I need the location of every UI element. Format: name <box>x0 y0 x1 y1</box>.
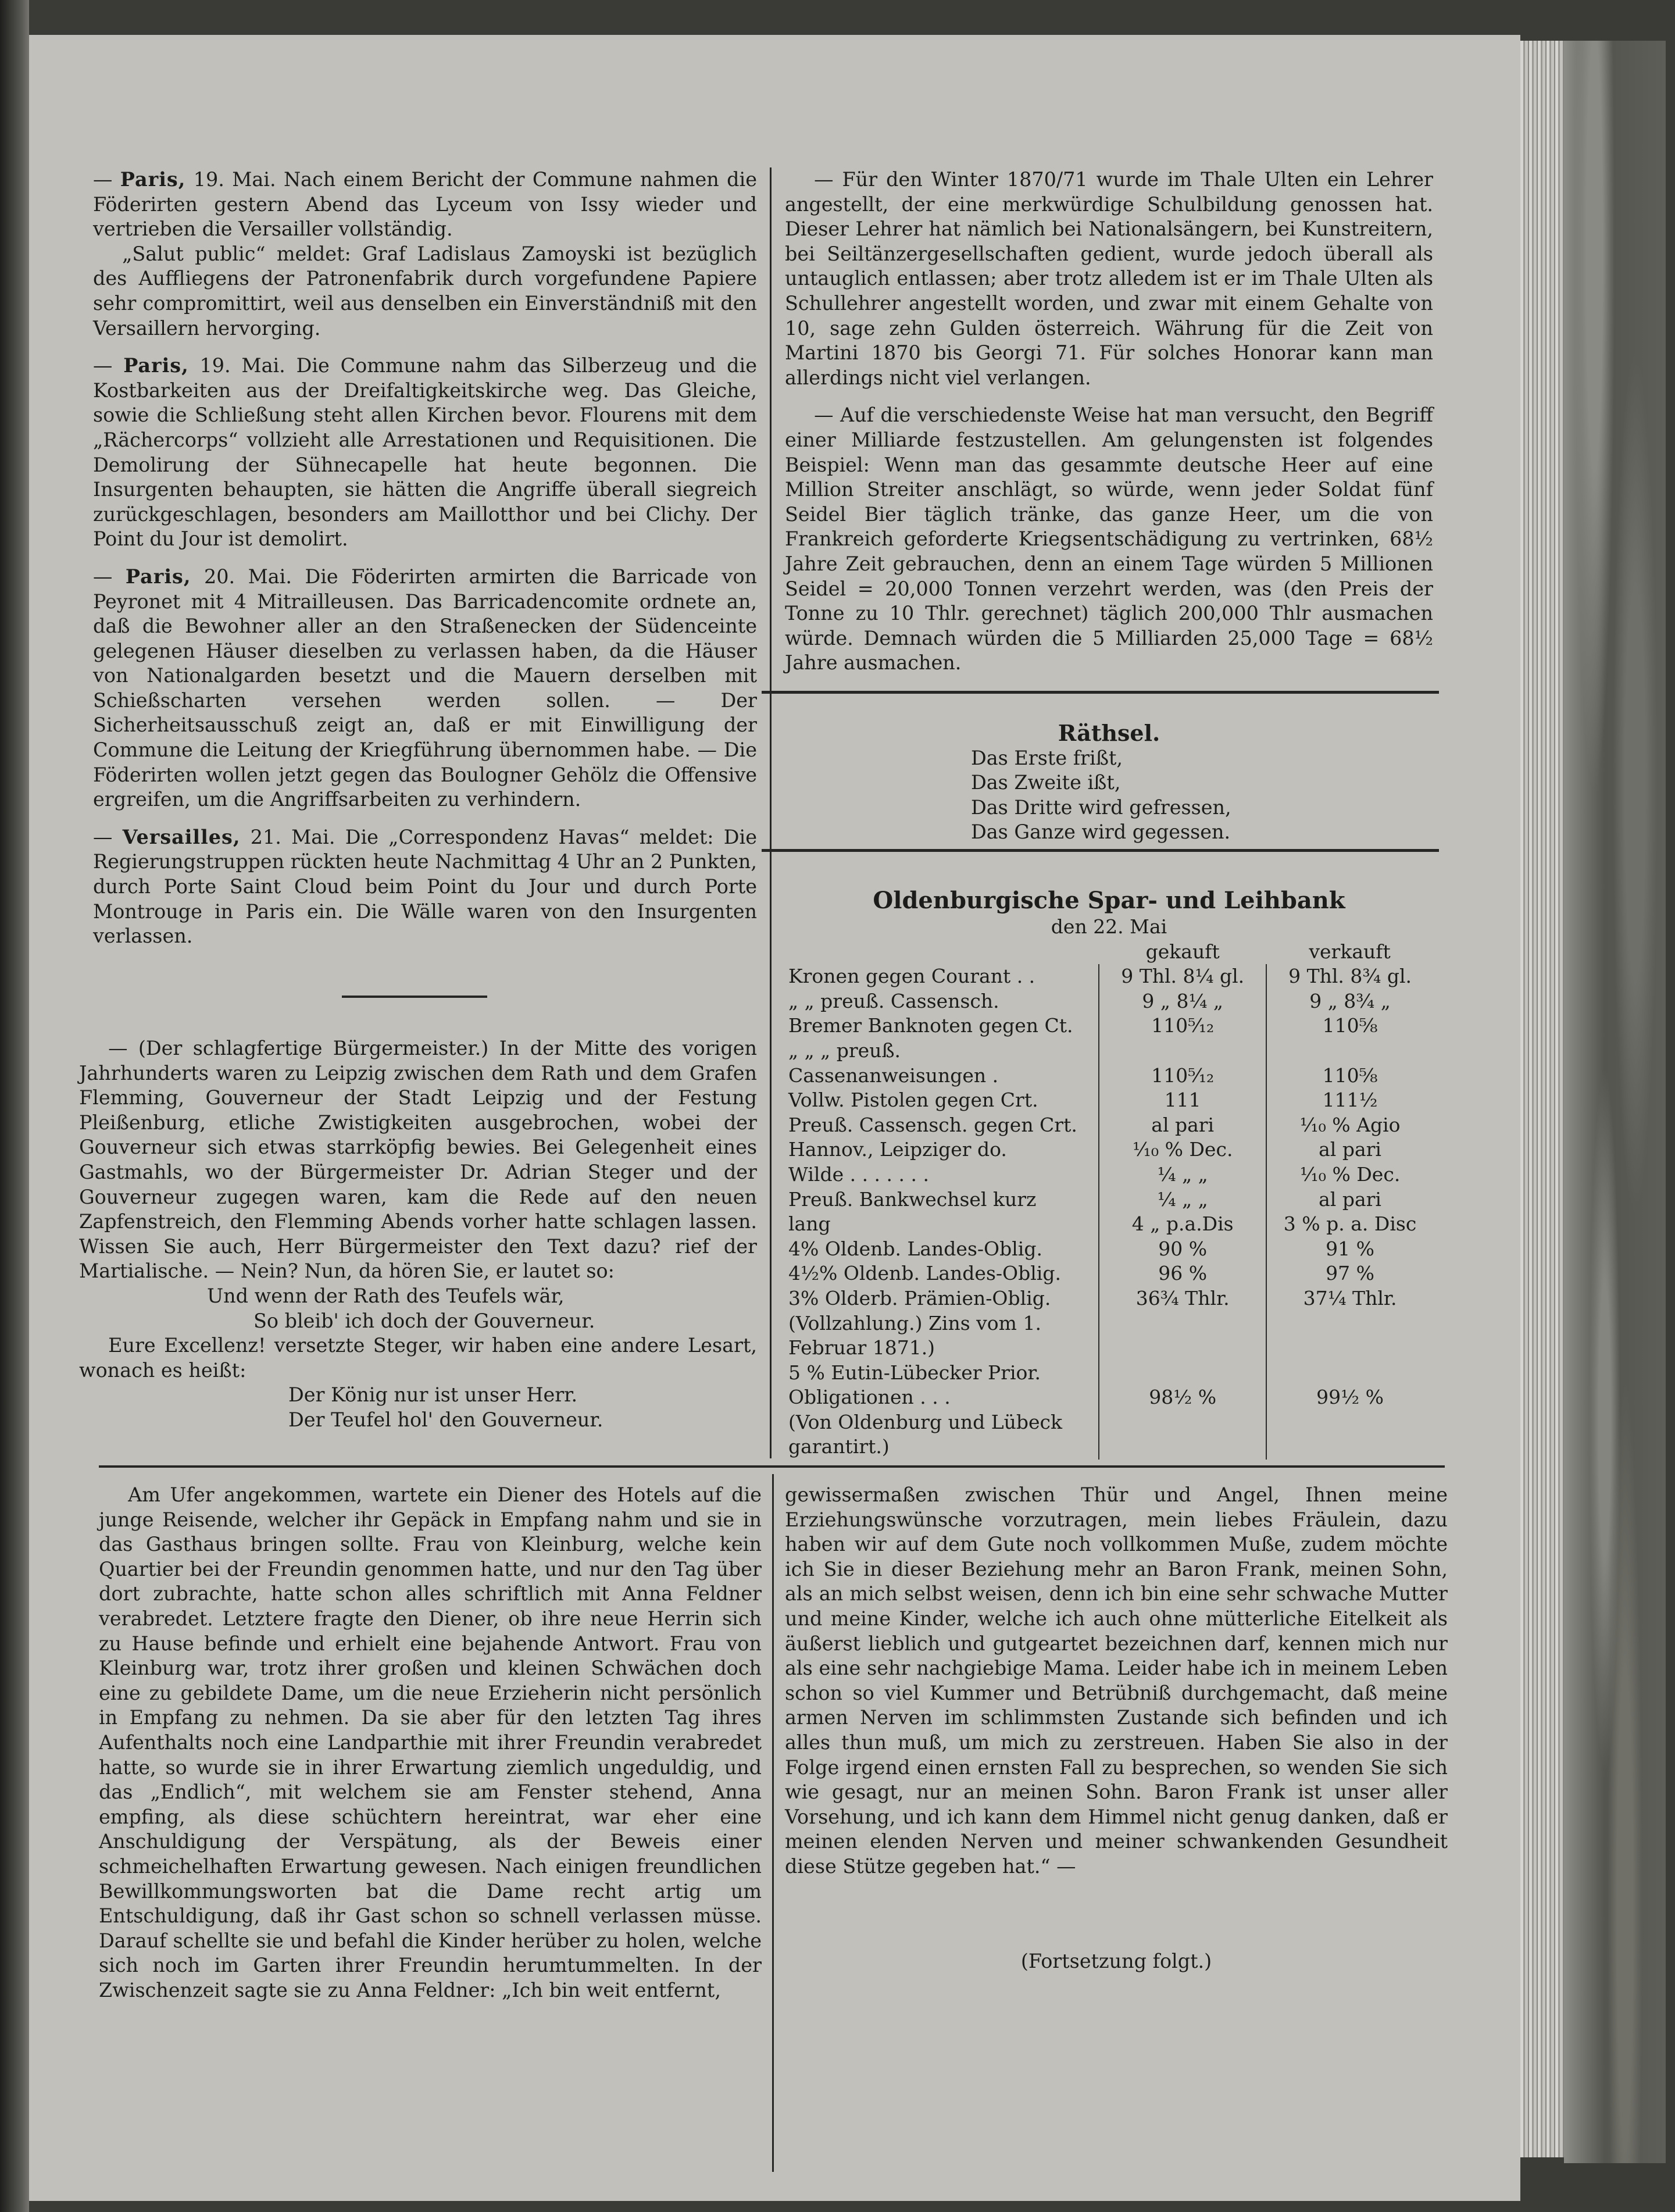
rate-sold: 110⁵⁄₈ <box>1266 1014 1433 1039</box>
rate-sold: 9 Thl. 8¾ gl. <box>1266 964 1433 989</box>
rate-sold <box>1266 1410 1433 1435</box>
rate-sold <box>1266 1311 1433 1336</box>
table-row <box>785 1261 1433 1286</box>
table-row <box>785 1385 1433 1410</box>
rate-sold: 37¼ Thlr. <box>1266 1286 1433 1311</box>
rate-sold: ¹⁄₁₀ % Dec. <box>1266 1162 1433 1187</box>
column-rule <box>770 167 772 1458</box>
rate-label: Februar 1871.) <box>788 1336 935 1360</box>
riddle-line: Das Zweite ißt, <box>971 771 1121 794</box>
rate-sold: 110⁵⁄₈ <box>1266 1064 1433 1089</box>
table-row <box>785 1311 1433 1336</box>
rate-bought: 110⁵⁄₁₂ <box>1099 1014 1266 1039</box>
rate-sold: 3 % p. a. Disc <box>1266 1212 1433 1237</box>
book-gutter <box>0 0 29 2212</box>
rate-sold <box>1266 1039 1433 1064</box>
rate-sold: 111½ <box>1266 1088 1433 1113</box>
rate-bought: 36¾ Thlr. <box>1099 1286 1266 1311</box>
section-rule <box>762 849 1439 852</box>
rate-bought <box>1099 1336 1266 1361</box>
rate-label: Wilde . . . . . . . <box>788 1162 929 1186</box>
rate-bought <box>1099 1361 1266 1386</box>
rate-label: lang <box>788 1212 831 1236</box>
rate-label: Preuß. Bankwechsel kurz <box>788 1187 1037 1211</box>
news-item-paris-1: — Paris, 19. Mai. Nach einem Bericht der Commune nahmen die Föderirten gestern Abend das Lyceum von Issy wieder und vertrieben die Versailler vollständig. <box>93 168 757 241</box>
table-row <box>785 989 1433 1014</box>
marbled-cover <box>1564 41 1666 2163</box>
novel-text: Am Ufer angekommen, wartete ein Diener des Hotels auf die junge Reisende, welcher ihr Gepäck in Empfang nahm und sie in das Gasthaus bringen sollte. Frau von Kleinburg, welche kein Quartier bei der Freundin genommen hatte, und nur den Tag über dort zubrachte, hatte schon alles schriftlich mit Anna Feldner verabredet. Letztere fragte den Diener, ob ihre neue Herrin sich zu Hause befinde und erhielt eine bejahende Antwort. Frau von Kleinburg war, trotz ihrer großen und kleinen Schwächen doch eine zu gebildete Dame, um die neue Erzieherin nicht persönlich in Empfang zu nehmen. Da sie aber für den letzten Tag ihres Aufenthalts noch eine Landparthie mit ihrer Freundin verabredet hatte, so wurde sie in ihrer Erwartung ziemlich ungeduldig, und das „Endlich“, mit welchem sie am Fenster stehend, Anna empfing, als diese schüchtern hereintrat, war eher eine Anschuldigung der Verspätung, als der Beweis einer schmeichelhaften Erwartung gewesen. Nach einigen freundlichen Bewillkommungsworten bat die Dame recht artig um Entschuldigung, daß ihr Gast schon so schnell verlassen müsse. Darauf schellte sie und befahl die Kinder herüber zu holen, welche sich noch im Garten ihrer Freundin herumtummelten. In der Zwischenzeit sagte sie zu Anna Feldner: „Ich bin weit entfernt, <box>99 1483 762 2001</box>
rate-sold: ¹⁄₁₀ % Agio <box>1266 1113 1433 1138</box>
rate-label: Hannov., Leipziger do. <box>788 1138 1007 1161</box>
news-item-paris-3: — Paris, 20. Mai. Die Föderirten armirten die Barricade von Peyronet mit 4 Mitrailleusen. Das Barricadencomite ordnete an, daß die Bewohner aller an den Straßenecken der Südenceinte gelegenen Häuser dieselben zu verlassen haben, da die Häuser von Nationalgarden besetzt und die Mauern derselben mit Schießscharten versehen werden sollen. — Der Sicherheitsausschuß zeigt an, daß er mit Einwilligung der Commune die Leitung der Kriegführung übernommen habe. — Die Föderirten wollen jetzt gegen das Boulogner Gehölz die Offensive ergreifen, um die Angriffsarbeiten zu verhindern. <box>93 565 757 811</box>
rate-bought: 96 % <box>1099 1261 1266 1286</box>
right-column <box>785 167 1433 676</box>
rate-label: Cassenanweisungen . <box>788 1064 999 1087</box>
rate-label: 3% Olderb. Prämien-Oblig. <box>788 1286 1051 1310</box>
anecdote-reply: Eure Excellenz! versetzte Steger, wir haben eine andere Lesart, wonach es heißt: <box>79 1334 757 1382</box>
rate-sold: al pari <box>1266 1187 1433 1212</box>
riddle <box>785 721 1433 845</box>
table-row <box>785 1162 1433 1187</box>
novel-text: gewissermaßen zwischen Thür und Angel, Ihnen meine Erziehungswünsche vorzutragen, mein liebes Fräulein, dazu haben wir auf dem Gute noch vollkommen Muße, zudem möchte ich Sie in dieser Beziehung mehr an Baron Frank, meinen Sohn, als an mich selbst weisen, denn ich bin eine sehr schwache Mutter und meine Kinder, welche ich auch ohne mütterliche Eitelkeit als äußerst lieblich und gutgeartet bezeichnen darf, kennen mich nur als eine sehr nachgiebige Mama. Leider habe ich in meinem Leben schon so viel Kummer und Betrübniß durchgemacht, daß meine armen Nerven im schlimmsten Zustande sich befinden und ich alles thun muß, um mich zu zerstreuen. Haben Sie also in der Folge irgend einen ernsten Fall zu besprechen, so wenden Sie sich wie gesagt, nur an meinen Sohn. Baron Frank ist unser aller Vorsehung, und ich kann dem Himmel nicht genug danken, daß er meinen elenden Nerven und meiner schwankenden Gesundheit diese Stütze gegeben hat.“ — <box>785 1483 1448 1878</box>
rate-bought: al pari <box>1099 1113 1266 1138</box>
rate-bought: 9 „ 8¼ „ <box>1099 989 1266 1014</box>
news-item-paris-2: — Paris, 19. Mai. Die Commune nahm das Silberzeug und die Kostbarkeiten aus der Dreifaltigkeitskirche weg. Das Gleiche, sowie die Schließung steht allen Kirchen bevor. Flourens mit dem „Rächercorps“ vollzieht alle Arrestationen und Requisitionen. Die Demolirung der Sühnecapelle hat heute begonnen. Die Insurgenten behaupten, sie hätten die Angriffe überall siegreich zurückgeschlagen, besonders am Maillotthor und bei Clichy. Der Point du Jour ist demolirt. <box>93 354 757 551</box>
rate-label: 5 % Eutin-Lübecker Prior. <box>788 1361 1041 1384</box>
news-item-versailles: — Versailles, 21. Mai. Die „Correspondenz Havas“ meldet: Die Regierungstruppen rückten heute Nachmittag 4 Uhr an 2 Punkten, durch Porte Saint Cloud beim Point du Jour und durch Porte Montrouge in Paris ein. Die Wälle waren von den Insurgenten verlassen. <box>93 825 757 948</box>
rate-label: Vollw. Pistolen gegen Crt. <box>788 1089 1038 1112</box>
newspaper-page <box>29 35 1520 2201</box>
rate-bought <box>1099 1435 1266 1460</box>
rate-bought: 90 % <box>1099 1237 1266 1262</box>
riddle-line: Das Ganze wird gegessen. <box>971 820 1231 844</box>
rates-table <box>785 940 1433 1460</box>
rate-sold <box>1266 1361 1433 1386</box>
table-row <box>785 1014 1433 1039</box>
rate-label: (Von Oldenburg und Lübeck <box>788 1410 1062 1433</box>
header-bought: gekauft <box>1145 940 1220 963</box>
anecdote-body: — (Der schlagfertige Bürgermeister.) In der Mitte des vorigen Jahrhunderts waren zu Leipzig zwischen dem Rath und dem Grafen Flemming, Gouverneur der Stadt Leipzig und der Festung Pleißenburg, etliche Zwistigkeiten ausgebrochen, wobei der Gouverneur sich etwas starrköpfig bewies. Bei Gelegenheit eines Gastmahls, wo der Bürgermeister Dr. Adrian Steger und der Gouverneur zugegen waren, kam die Rede auf den neuen Zapfenstreich, den Flemming Abends vorher hatte schlagen lassen. Wissen Sie auch, Herr Bürgermeister den Text dazu? rief der Martialische. — Nein? Nun, da hören Sie, er lautet so: <box>79 1037 757 1283</box>
feuilleton-right <box>785 1483 1448 1974</box>
riddle-line: Das Dritte wird gefressen, <box>971 795 1231 819</box>
rate-label: 4½% Oldenb. Landes-Oblig. <box>788 1262 1061 1285</box>
table-row <box>785 1064 1433 1089</box>
section-rule <box>762 691 1439 694</box>
rate-sold: al pari <box>1266 1137 1433 1162</box>
rate-bought <box>1099 1311 1266 1336</box>
rate-bought: ¹⁄₁₀ % Dec. <box>1099 1137 1266 1162</box>
table-row <box>785 1361 1433 1386</box>
rate-sold: 99½ % <box>1266 1385 1433 1410</box>
rate-label: Preuß. Cassensch. gegen Crt. <box>788 1113 1077 1136</box>
verse-line: Der Teufel hol' den Gouverneur. <box>288 1408 603 1431</box>
rate-label: Bremer Banknoten gegen Ct. <box>788 1014 1073 1037</box>
rate-sold: 97 % <box>1266 1261 1433 1286</box>
riddle-title: Räthsel. <box>1058 720 1160 746</box>
rate-label: 4% Oldenb. Landes-Oblig. <box>788 1237 1042 1260</box>
table-row <box>785 1286 1433 1311</box>
milliarde-article: — Auf die verschiedenste Weise hat man versucht, den Begriff einer Milliarde festzustellen. Am gelungensten ist folgendes Beispiel: Wenn man das gesammte deutsche Heer auf eine Million Streiter anschlägt, so würde, wenn jeder Soldat fünf Seidel Bier täglich tränke, das ganze Heer, um die von Frankreich geforderte Kriegsentschädigung zu vertrinken, 68½ Jahre Zeit gebrauchen, denn an einem Tage würden 5 Millionen Seidel = 20,000 Tonnen verzehrt werden, was (den Preis der Tonne zu 10 Thlr. gerechnet) täglich 200,000 Thlr ausmachen würde. Demnach würden die 5 Milliarden 25,000 Tage = 68½ Jahre ausmachen. <box>785 404 1433 675</box>
table-row <box>785 1237 1433 1262</box>
rate-label: Obligationen . . . <box>788 1386 951 1409</box>
verse-line: Und wenn der Rath des Teufels wär, <box>207 1284 565 1307</box>
table-row <box>785 1410 1433 1435</box>
rate-bought: 110⁵⁄₁₂ <box>1099 1064 1266 1089</box>
section-divider-short <box>342 996 487 998</box>
table-row <box>785 1336 1433 1361</box>
feuilleton-left <box>99 1483 762 2003</box>
table-row <box>785 1435 1433 1460</box>
bank-rates <box>785 887 1433 1460</box>
table-row <box>785 1137 1433 1162</box>
anecdote-column <box>79 1036 757 1433</box>
rate-sold <box>1266 1435 1433 1460</box>
teacher-article: — Für den Winter 1870/71 wurde im Thale Ulten ein Lehrer angestellt, der eine merkwürdige Schulbildung genossen hat. Dieser Lehrer hat nämlich bei Nationalsängern, bei Kunstreitern, bei Seiltänzergesellschaften gedient, wurde jedoch überall als untauglich entlassen; aber trotz alledem ist er im Thale Ulten als Schullehrer angestellt worden, und zwar mit einem Gehalte von 10, sage zehn Gulden österreich. Währung für die Zeit von Martini 1870 bis Georgi 71. Für solches Honorar kann man allerdings nicht viel verlangen. <box>785 168 1433 389</box>
news-column <box>93 167 757 949</box>
table-row <box>785 1212 1433 1237</box>
news-item-salut-public: „Salut public“ meldet: Graf Ladislaus Zamoyski ist bezüglich des Auffliegens der Patronenfabrik durch vorgefundene Papiere sehr compromittirt, weil aus denselben ein Einverständniß mit den Versaillern hervorging. <box>93 242 757 340</box>
verse-line: Der König nur ist unser Herr. <box>288 1383 578 1407</box>
rate-label: (Vollzahlung.) Zins vom 1. <box>788 1311 1041 1335</box>
rate-label: „ „ preuß. Cassensch. <box>788 989 999 1012</box>
rate-bought: ¼ „ „ <box>1099 1187 1266 1212</box>
rate-label: Kronen gegen Courant . . <box>788 965 1035 988</box>
rate-sold: 91 % <box>1266 1237 1433 1262</box>
feuilleton-rule <box>99 1465 1445 1468</box>
rate-label: garantirt.) <box>788 1435 890 1458</box>
rate-bought: 9 Thl. 8¼ gl. <box>1099 964 1266 989</box>
header-sold: verkauft <box>1309 940 1391 963</box>
rate-sold: 9 „ 8¾ „ <box>1266 989 1433 1014</box>
bank-date: den 22. Mai <box>1051 915 1167 938</box>
rate-label: „ „ „ preuß. <box>788 1039 901 1062</box>
continued-note: (Fortsetzung folgt.) <box>1020 1949 1212 1972</box>
rate-bought: ¼ „ „ <box>1099 1162 1266 1187</box>
bank-title: Oldenburgische Spar- und Leihbank <box>873 887 1345 914</box>
rate-bought: 98½ % <box>1099 1385 1266 1410</box>
rate-bought: 111 <box>1099 1088 1266 1113</box>
rate-bought <box>1099 1410 1266 1435</box>
verse-line: So bleib' ich doch der Gouverneur. <box>253 1309 595 1332</box>
rate-bought <box>1099 1039 1266 1064</box>
table-row <box>785 964 1433 989</box>
table-row <box>785 1039 1433 1064</box>
rate-bought: 4 „ p.a.Dis <box>1099 1212 1266 1237</box>
table-row <box>785 1113 1433 1138</box>
table-row <box>785 1187 1433 1212</box>
table-row <box>785 1088 1433 1113</box>
column-rule <box>772 1474 774 2172</box>
riddle-line: Das Erste frißt, <box>971 746 1123 769</box>
rate-sold <box>1266 1336 1433 1361</box>
